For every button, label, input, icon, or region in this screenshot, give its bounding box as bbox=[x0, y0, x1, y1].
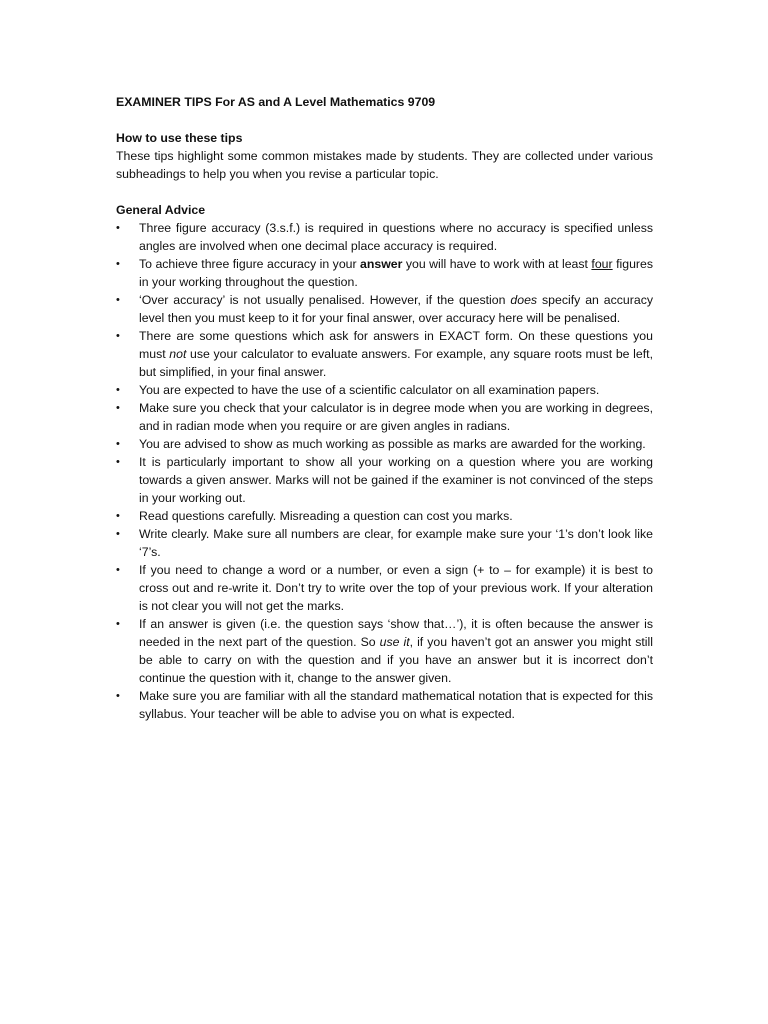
advice-item bbox=[116, 219, 653, 255]
advice-text-run: You are advised to show as much working as possible as marks are awarded for the working. bbox=[139, 437, 646, 451]
advice-text-run: answer bbox=[360, 257, 403, 271]
advice-item-text bbox=[139, 257, 653, 289]
bullet-icon: • bbox=[116, 330, 120, 342]
bullet-icon: • bbox=[116, 258, 120, 270]
bullet-icon: • bbox=[116, 528, 120, 540]
advice-item-text bbox=[139, 401, 653, 433]
advice-text-run: Read questions carefully. Misreading a question can cost you marks. bbox=[139, 509, 513, 523]
advice-item-text bbox=[139, 527, 653, 559]
advice-text-run: you will have to work with at least bbox=[402, 257, 592, 271]
advice-text-run: It is particularly important to show all your working on a question where you are working towards a given answer. Marks will not be gained if the examiner is not convinced of the steps in your working out. bbox=[139, 455, 653, 505]
advice-text-run: If you need to change a word or a number, or even a sign (+ to – for example) it is best to cross out and re-write it. Don’t try to write over the top of your previous work. If your alteration is not clear you will not get the marks. bbox=[139, 563, 653, 613]
advice-item bbox=[116, 291, 653, 327]
advice-item-text bbox=[139, 563, 653, 613]
advice-item-text bbox=[139, 221, 653, 253]
howto-heading: How to use these tips bbox=[116, 131, 243, 145]
advice-text-run: If an answer is given (i.e. the question says ‘show that…’), it is often because the answer is needed in the next part of the question. So bbox=[139, 617, 653, 649]
advice-text-run: Make sure you check that your calculator is in degree mode when you are working in degrees, and in radian mode when you require or are given angles in radians. bbox=[139, 401, 653, 433]
advice-text-run: use your calculator to evaluate answers. For example, any square roots must be left, but simplified, in your final answer. bbox=[139, 347, 653, 379]
advice-item bbox=[116, 255, 653, 291]
bullet-icon: • bbox=[116, 222, 120, 234]
advice-text-run: Write clearly. Make sure all numbers are clear, for example make sure your ‘1’s don’t look like ‘7’s. bbox=[139, 527, 653, 559]
general-advice-list bbox=[116, 219, 653, 723]
advice-item-text bbox=[139, 329, 653, 379]
advice-item bbox=[116, 561, 653, 615]
advice-text-run: Three figure accuracy (3.s.f.) is required in questions where no accuracy is specified unless angles are involved when one decimal place accuracy is required. bbox=[139, 221, 653, 253]
advice-text-run: Make sure you are familiar with all the standard mathematical notation that is expected for this syllabus. Your teacher will be able to advise you on what is expected. bbox=[139, 689, 653, 721]
advice-item bbox=[116, 327, 653, 381]
advice-item-text bbox=[139, 617, 653, 685]
advice-text-run: does bbox=[510, 293, 538, 307]
bullet-icon: • bbox=[116, 384, 120, 396]
advice-item bbox=[116, 381, 653, 399]
advice-item bbox=[116, 453, 653, 507]
bullet-icon: • bbox=[116, 402, 120, 414]
advice-item bbox=[116, 507, 653, 525]
bullet-icon: • bbox=[116, 438, 120, 450]
advice-text-run: , if you haven’t got an answer you might still be able to carry on with the question and if you have an answer but it is incorrect don’t continue the question with it, change to the answer given. bbox=[139, 635, 653, 685]
advice-text-run: ‘Over accuracy’ is not usually penalised. However, if the question bbox=[139, 293, 511, 307]
general-advice-heading: General Advice bbox=[116, 203, 206, 217]
bullet-icon: • bbox=[116, 510, 120, 522]
advice-item bbox=[116, 435, 653, 453]
advice-item-text bbox=[139, 437, 646, 451]
bullet-icon: • bbox=[116, 456, 120, 468]
advice-item bbox=[116, 525, 653, 561]
advice-item-text bbox=[139, 455, 653, 505]
bullet-icon: • bbox=[116, 564, 120, 576]
bullet-icon: • bbox=[116, 618, 120, 630]
advice-item-text bbox=[139, 509, 513, 523]
advice-item-text bbox=[139, 383, 599, 397]
document-title: EXAMINER TIPS For AS and A Level Mathematics 9709 bbox=[116, 95, 436, 109]
advice-item-text bbox=[139, 689, 653, 721]
advice-item-text bbox=[139, 293, 653, 325]
advice-text-run: There are some questions which ask for answers in EXACT form. On these questions you must bbox=[139, 329, 653, 361]
bullet-icon: • bbox=[116, 294, 120, 306]
bullet-icon: • bbox=[116, 690, 120, 702]
advice-text-run: You are expected to have the use of a scientific calculator on all examination papers. bbox=[139, 383, 600, 397]
advice-text-run: not bbox=[169, 347, 187, 361]
advice-item bbox=[116, 687, 653, 723]
howto-paragraph: These tips highlight some common mistakes made by students. They are collected under various subheadings to help you when you revise a particular topic. bbox=[116, 149, 653, 181]
advice-text-run: To achieve three figure accuracy in your bbox=[139, 257, 361, 271]
advice-item bbox=[116, 399, 653, 435]
advice-text-run: four bbox=[591, 257, 613, 271]
advice-text-run: use it bbox=[379, 635, 410, 649]
advice-item bbox=[116, 615, 653, 687]
advice-text-run: figures in your working throughout the question. bbox=[139, 257, 653, 289]
advice-text-run: specify an accuracy level then you must keep to it for your final answer, over accuracy here will be penalised. bbox=[139, 293, 654, 325]
document-page bbox=[116, 93, 653, 723]
